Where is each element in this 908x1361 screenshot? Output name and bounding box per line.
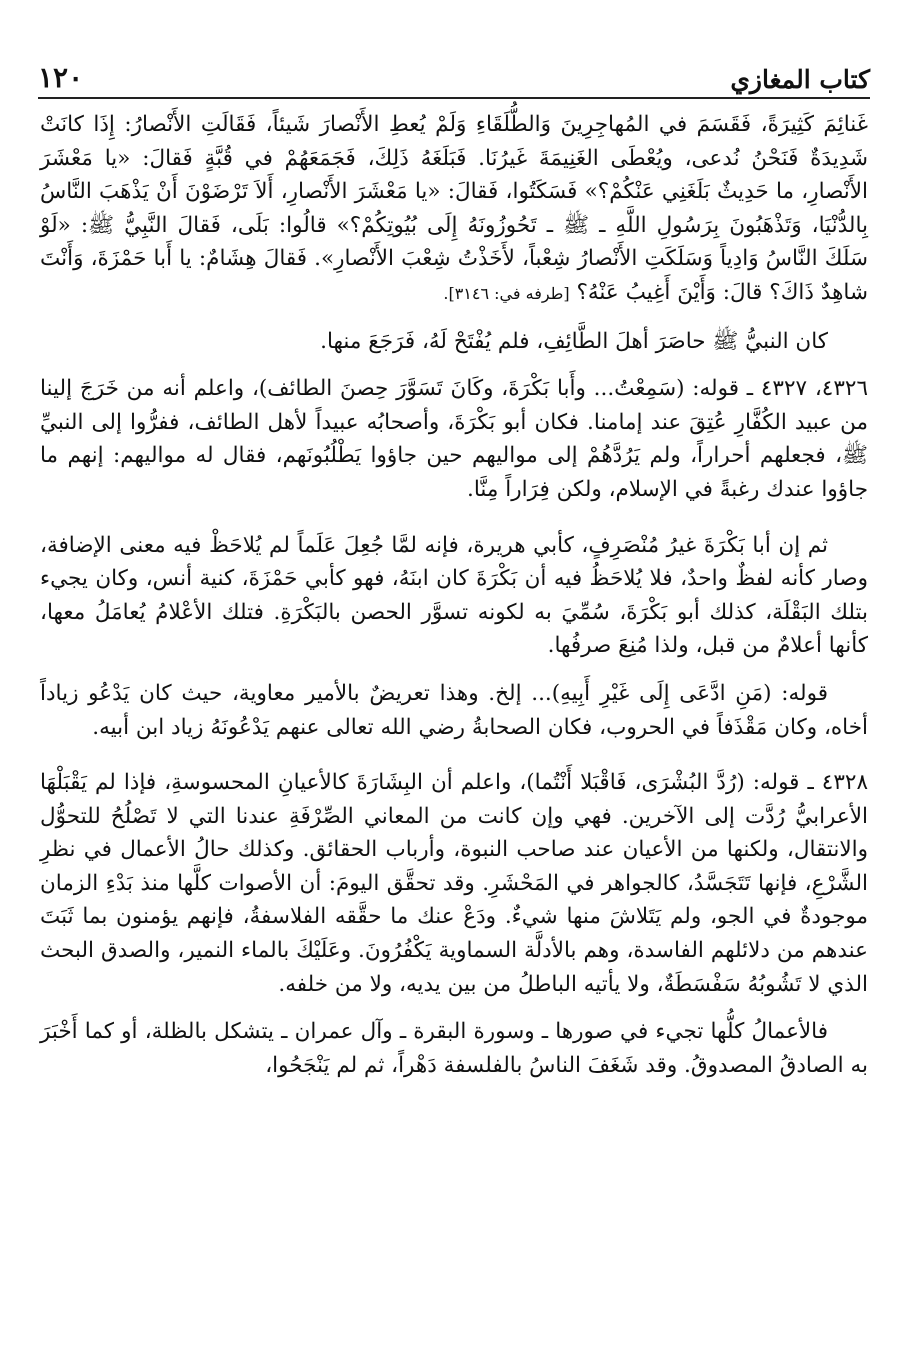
hadith-paragraph (40, 108, 868, 311)
hadith-text: غَنائِمَ كَثِيرَةً، فَقَسَمَ في المُهاجِرِينَ وَالطُّلَقَاءِ وَلَمْ يُعطِ الأَنْصارَ شَيئاً، فَقَالَتِ الأَنْصارُ: إِذَا كانَتْ شَدِيدَةٌ فَنَحْنُ نُدعى، ويُعْطَى الغَنِيمَةَ غَيرُنَا. فَبَلَغَهُ ذَلِكَ، فَجَمَعَهُمْ في قُبَّةٍ فَقالَ: «يا مَعْشَرَ الأَنْصارِ، ما حَدِيثٌ بَلَغَنِي عَنْكُمْ؟» فَسَكَتُوا، فَقالَ: «يا مَعْشَرَ الأَنْصارِ، أَلاَ تَرْضَوْنَ أَنْ يَذْهَبَ النَّاسُ بِالدُّنْيَا، وَتَذْهَبُونَ بِرَسُولِ اللَّهِ ـ ﷺ ـ تَحُوزُونَهُ إِلَى بُيُوتِكُمْ؟» قالُوا: بَلَى، فَقالَ النَّبِيُّ ﷺ: «لَوْ سَلَكَ النَّاسُ وَادِياً وَسَلَكَتِ الأَنْصارُ شِعْباً، لأَخَذْتُ شِعْبَ الأَنْصارِ». فَقالَ هِشَامٌ: يا أَبا حَمْزَةَ، وَأَنْتَ شاهِدٌ ذَاكَ؟ قالَ: وَأَيْنَ أَغِيبُ عَنْهُ؟ (40, 112, 868, 305)
commentary-4328: ٤٣٢٨ ـ قوله: (رُدَّ البُشْرَى، فَاقْبَلا أَنْتُما)، واعلم أن البِشَارَةَ كالأعيانِ المحسوسةِ، فإذا لم يَقْبَلْهَا الأعرابيُّ رُدَّت إلى الآخرين. فهي وإن كانت من المعاني الصِّرْفَةِ عندنا التي لا تَصْلُحُ للتحوُّل والانتقال، ولكنها من الأعيان عند صاحب النبوة، وأرباب الحقائق. وكذلك حالُ الأعمال في نظرِ الشَّرْعِ، فإنها تَتَجَسَّدُ، كالجواهر في المَحْشَرِ. وقد تحقَّق اليومَ: أن الأصوات كلَّها منذ بَدْءِ الزمان موجودةٌ في الجو، ولم يَتَلاشَ منها شيءٌ. ودَعْ عنك ما حقَّقه الفلاسفةُ، فإنهم يؤمنون بما ثَبَتَ عندهم من دلائلهم الفاسدة، وهم بالأدلَّة السماوية يَكْفُرُونَ. وعَلَيْكَ بالماء النمير، والصدق البحث الذي لا تَشُوبُهُ سَفْسَطَةٌ، ولا يأتيه الباطلُ من بين يديه، ولا من خلفه. (40, 770, 868, 997)
book-title: كتاب المغازي (730, 65, 870, 94)
page-header (38, 52, 870, 94)
commentary-man-idda: قوله: (مَنِ ادَّعَى إِلَى غَيْرِ أَبِيهِ)... إلخ. وهذا تعريضٌ بالأمير معاوية، حيث كان يَدْعُو زياداً أخاه، وكان مَقْذَفاً في الحروب، فكان الصحابةُ رضي الله تعالى عنهم يَدْعُونَهُ زياد ابن أبيه. (40, 680, 868, 740)
page-number: ١٢٠ (38, 61, 84, 94)
commentary-deeds: فالأعمالُ كلُّها تجيء في صورها ـ وسورة البقرة ـ وآل عمران ـ يتشكل بالظلة، أو كما أَخْبَرَ به الصادقُ المصدوقُ. وقد شَغَفَ الناسُ بالفلسفة دَهْراً، ثم لم يَنْجَحُوا، (40, 1019, 868, 1078)
header-rule (38, 97, 870, 99)
cross-reference: [طرفه في: ٣١٤٦]. (443, 283, 570, 303)
commentary-4326-4327: ٤٣٢٦، ٤٣٢٧ ـ قوله: (سَمِعْتُ... وأَبا بَكْرَةَ، وكَانَ تَسَوَّرَ حِصنَ الطائف)، واعلم أنه من خَرَجَ إلينا من عبيد الكُفَّارِ عُتِقَ عند إمامنا. فكان أبو بَكْرَةَ، وأصحابُه عبيداً لأهل الطائف، ففرُّوا إلى النبيِّ ﷺ، فجعلهم أحراراً، ولم يَرُدَّهُمْ إلى مواليهم حين جاؤوا يَطْلُبُونَهم، فقال له مواليهم: إنهم ما جاؤوا عندك رغبةً في الإسلام، ولكن فِرَاراً مِنَّا. (40, 376, 868, 502)
chapter-summary: كان النبيُّ ﷺ حاصَرَ أهلَ الطَّائِفِ، فلم يُفْتَحْ لَهُ، فَرَجَعَ منها. (320, 328, 828, 354)
body-text (40, 108, 868, 1082)
commentary-abu-bakra: ثم إن أبا بَكْرَةَ غيرُ مُنْصَرِفٍ، كأبي هريرة، فإنه لمَّا جُعِلَ عَلَماً لم يُلاحَظْ فيه معنى الإضافة، وصار كأنه لفظٌ واحدٌ، فلا يُلاحَظُ فيه أن بَكْرَةَ كان ابنَهُ، فهو كأبي حَمْزَةَ، كنية أنس، وكان يجيء بتلك البَقْلَة، كذلك أبو بَكْرَةَ، سُمِّيَ به لكونه تسوَّر الحصن بالبَكْرَةِ. فتلك الأعْلامُ يُعامَلُ معها، كأنها أعلامٌ من قبل، ولذا مُنِعَ صرفُها. (40, 532, 868, 659)
